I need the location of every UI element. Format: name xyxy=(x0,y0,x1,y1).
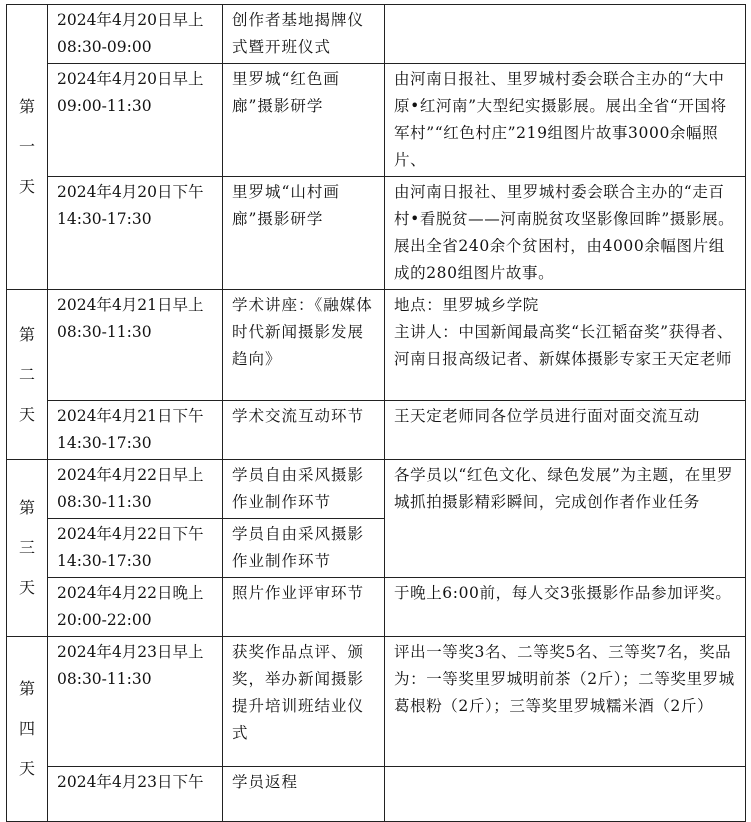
desc-line: 地点：里罗城乡学院 xyxy=(394,296,539,314)
desc-cell: 由河南日报社、里罗城村委会联合主办的“走百村•看脱贫——河南脱贫攻坚影像回眸”摄影展。展出全省240余个贫困村，由4000余幅图片组成的280组图片故事。 xyxy=(385,177,746,290)
event-cell: 里罗城“山村画廊”摄影研学 xyxy=(223,177,385,290)
time-cell: 2024年4月23日下午 xyxy=(48,767,223,822)
event-cell: 学员返程 xyxy=(223,767,385,822)
table-row xyxy=(7,460,746,519)
schedule-table xyxy=(6,4,746,822)
time-cell: 2024年4月22日下午 14:30-17:30 xyxy=(48,519,223,578)
day-label-1: 第 一 天 xyxy=(7,5,48,290)
time-cell: 2024年4月20日早上 08:30-09:00 xyxy=(48,5,223,64)
table-row xyxy=(7,637,746,767)
day-label-3: 第 三 天 xyxy=(7,460,48,637)
day-label-2: 第 二 天 xyxy=(7,290,48,460)
desc-cell: 各学员以“红色文化、绿色发展”为主题，在里罗城抓拍摄影精彩瞬间，完成创作者作业任务 xyxy=(385,460,746,578)
time-cell: 2024年4月20日下午 14:30-17:30 xyxy=(48,177,223,290)
table-row xyxy=(7,401,746,460)
event-cell: 学员自由采风摄影作业制作环节 xyxy=(223,460,385,519)
event-cell: 获奖作品点评、颁奖，举办新闻摄影提升培训班结业仪式 xyxy=(223,637,385,767)
table-row xyxy=(7,578,746,637)
table-row xyxy=(7,5,746,64)
desc-cell: 由河南日报社、里罗城村委会联合主办的“大中原•红河南”大型纪实摄影展。展出全省“开国将军村”“红色村庄”219组图片故事3000余幅照片、 xyxy=(385,64,746,177)
table-row xyxy=(7,64,746,177)
time-cell: 2024年4月21日早上 08:30-11:30 xyxy=(48,290,223,401)
event-cell: 里罗城“红色画廊”摄影研学 xyxy=(223,64,385,177)
time-cell: 2024年4月22日晚上 20:00-22:00 xyxy=(48,578,223,637)
time-cell: 2024年4月21日下午 14:30-17:30 xyxy=(48,401,223,460)
event-cell: 创作者基地揭牌仪式暨开班仪式 xyxy=(223,5,385,64)
time-cell: 2024年4月23日早上 08:30-11:30 xyxy=(48,637,223,767)
desc-cell xyxy=(385,290,746,401)
day-label-4: 第 四 天 xyxy=(7,637,48,822)
desc-line: 主讲人：中国新闻最高奖“长江韬奋奖”获得者、河南日报高级记者、新媒体摄影专家王天定老师 xyxy=(394,323,734,368)
desc-cell xyxy=(385,767,746,822)
desc-cell xyxy=(385,5,746,64)
desc-cell: 王天定老师同各位学员进行面对面交流互动 xyxy=(385,401,746,460)
event-cell: 学员自由采风摄影作业制作环节 xyxy=(223,519,385,578)
desc-cell: 评出一等奖3名、二等奖5名、三等奖7名，奖品为：一等奖里罗城明前茶（2斤）；二等奖里罗城葛根粉（2斤）；三等奖里罗城糯米酒（2斤） xyxy=(385,637,746,767)
table-row xyxy=(7,767,746,822)
time-cell: 2024年4月20日早上 09:00-11:30 xyxy=(48,64,223,177)
event-cell: 学术交流互动环节 xyxy=(223,401,385,460)
desc-cell: 于晚上6:00前，每人交3张摄影作品参加评奖。 xyxy=(385,578,746,637)
table-row xyxy=(7,177,746,290)
event-cell: 照片作业评审环节 xyxy=(223,578,385,637)
table-row xyxy=(7,290,746,401)
time-cell: 2024年4月22日早上 08:30-11:30 xyxy=(48,460,223,519)
event-cell: 学术讲座：《融媒体时代新闻摄影发展趋向》 xyxy=(223,290,385,401)
